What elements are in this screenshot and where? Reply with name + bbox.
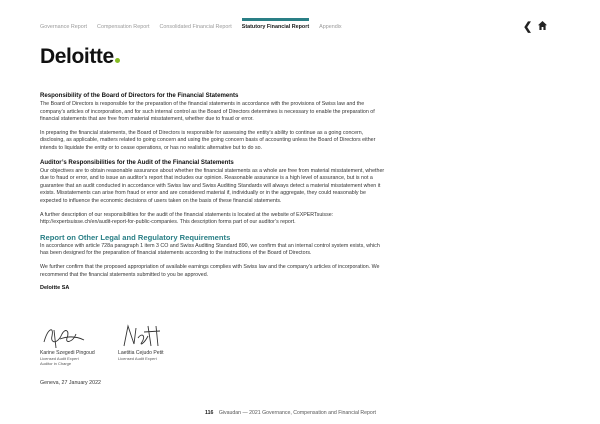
heading-board-responsibility: Responsibility of the Board of Directors for the Financial Statements xyxy=(40,92,239,99)
paragraph-auditor-responsibility-1: Our objectives are to obtain reasonable assurance about whether the financial statements as a whole are free from material misstatement, whether due to fraud or error, and to issue an auditor’s report that includes our opinion. Reasonable assurance is a high level of assurance, but is not a guarantee that an audit conducted in accordance with Swiss law and Swiss Auditing Standards will always detect a material misstatement when it exists. Misstatements can arise from fraud or error and are considered material if, individually or in the aggregate, they could reasonably be expected to influence the economic decisions of users taken on the basis of these financial statements. xyxy=(40,167,385,204)
paragraph-auditor-responsibility-2: A further description of our responsibilities for the audit of the financial statements is located at the website of EXPERTsuisse: http://expertsuisse.ch/en/audit-report-for-public-companies. This description forms part of our auditor’s report. xyxy=(40,211,334,226)
nav-governance-report[interactable]: Governance Report xyxy=(40,24,88,30)
back-icon[interactable]: ❮ xyxy=(523,21,533,33)
nav-compensation-report[interactable]: Compensation Report xyxy=(97,24,150,30)
handwritten-signature-2 xyxy=(118,322,166,350)
paragraph-other-legal-2: We further confirm that the proposed appropriation of available earnings complies with Swiss law and the company’s articles of incorporation. We recommend that the financial statements submitted to you be approved. xyxy=(40,263,380,278)
signature-row xyxy=(40,322,196,366)
paragraph-board-responsibility-2: In preparing the financial statements, the Board of Directors is responsible for assessing the entity’s ability to continue as a going concern, disclosing, as applicable, matters related to going concern and using the going concern basis of accounting unless the Board of Directors either intends to liquidate the entity or to cease operations, or has no realistic alternative but to do so. xyxy=(40,129,376,151)
footer-text: Givaudan — 2021 Governance, Compensation and Financial Report xyxy=(218,410,376,416)
heading-auditor-responsibility: Auditor’s Responsibilities for the Audit of the Financial Statements xyxy=(40,158,234,166)
logo-green-dot xyxy=(115,58,120,63)
deloitte-logo xyxy=(40,45,120,69)
signer-1-role: Licensed Audit Expert xyxy=(40,356,79,361)
report-body xyxy=(40,92,386,291)
audit-firm-name: Deloitte SA xyxy=(40,285,70,292)
signer-1-name: Karine Szegedi Pingoud xyxy=(40,350,95,356)
signer-2-role: Licensed Audit Expert xyxy=(118,356,157,361)
paragraph-board-responsibility-1: The Board of Directors is responsible for the preparation of the financial statements in accordance with the provisions of Swiss law and the company’s articles of incorporation, and for such internal control as the Board of Directors determines is necessary to enable the preparation of financial statements that are free from material misstatement, whether due to fraud or error. xyxy=(40,101,375,123)
home-icon-graphic xyxy=(537,20,548,31)
nav-consolidated-financial-report[interactable]: Consolidated Financial Report xyxy=(159,24,232,30)
signer-1-role-2: Auditor in Charge xyxy=(40,361,72,366)
handwritten-signature-1 xyxy=(40,322,88,350)
home-icon[interactable] xyxy=(537,20,548,35)
nav-statutory-financial-report[interactable]: Statutory Financial Report xyxy=(242,21,309,35)
place-and-date: Geneva, 27 January 2022 xyxy=(40,380,101,386)
page-number: 116 xyxy=(205,410,214,416)
logo-wordmark: Deloitte xyxy=(40,45,114,68)
signer-2 xyxy=(118,322,196,366)
page-footer xyxy=(205,410,376,416)
heading-other-legal-requirements: Report on Other Legal and Regulatory Requirements xyxy=(40,232,231,242)
top-navigation xyxy=(40,21,352,35)
nav-appendix[interactable]: Appendix xyxy=(319,24,342,30)
signer-2-name: Laetitia Cejudo Petit xyxy=(118,350,164,356)
signer-1 xyxy=(40,322,118,366)
paragraph-other-legal-1: In accordance with article 728a paragraph 1 item 3 CO and Swiss Auditing Standard 890, we confirm that an internal control system exists, which has been designed for the preparation of financial statements according to the instructions of the Board of Directors. xyxy=(40,242,380,257)
